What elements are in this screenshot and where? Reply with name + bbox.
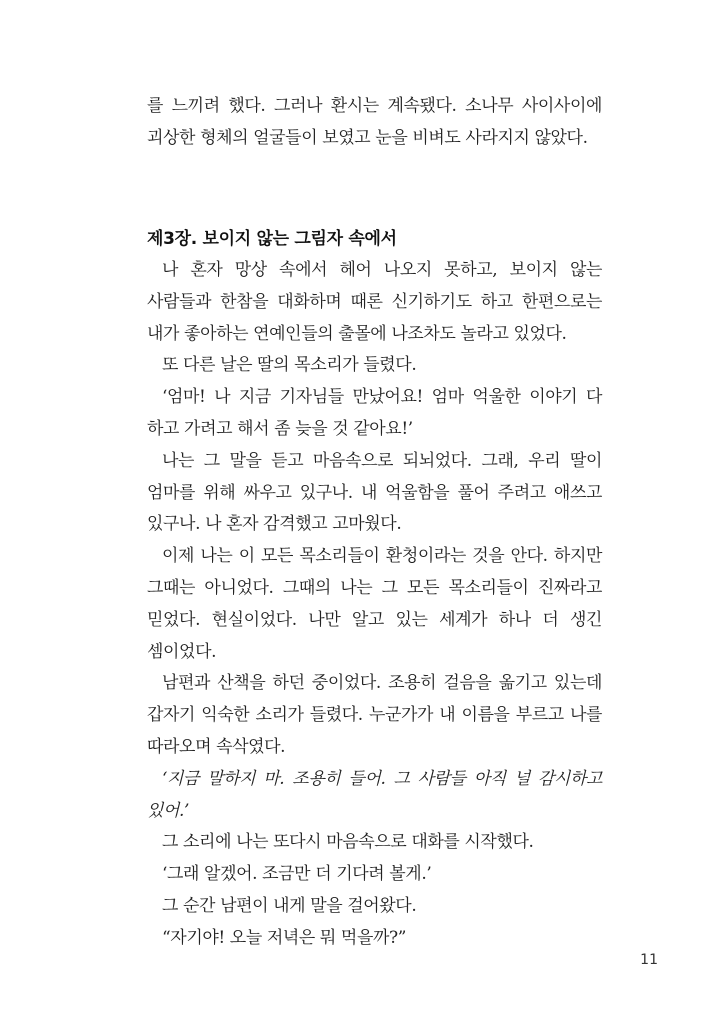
body-paragraph: 그 소리에 나는 또다시 마음속으로 대화를 시작했다. — [162, 832, 534, 853]
body-paragraph: 그 순간 남편이 내게 말을 걸어왔다. — [162, 895, 417, 916]
whisper-paragraph: ‘지금 말하지 마. 조용히 들어. 그 사람들 아직 널 감시하고 있어.’ — [147, 768, 602, 821]
top-paragraph-block — [147, 91, 602, 155]
dialogue-paragraph: “자기야! 오늘 저녁은 뭐 먹을까?” — [162, 927, 407, 948]
body-paragraph: 또 다른 날은 딸의 목소리가 들렸다. — [162, 355, 417, 376]
body-paragraph: 나는 그 말을 듣고 마음속으로 되뇌었다. 그래, 우리 딸이 엄마를 위해 싸우고 있구나. 내 억울함을 풀어 주려고 애쓰고 있구나. 나 혼자 감격했고 고마웠다. — [147, 450, 602, 535]
page-number: 11 — [640, 952, 658, 968]
top-paragraph: 를 느끼려 했다. 그러나 환시는 계속됐다. 소나무 사이사이에 괴상한 형체의 얼굴들이 보였고 눈을 비벼도 사라지지 않았다. — [147, 96, 602, 148]
dialogue-paragraph: ‘엄마! 나 지금 기자님들 만났어요! 엄마 억울한 이야기 다 하고 가려고 해서 좀 늦을 것 같아요!’ — [147, 387, 602, 439]
chapter-body — [147, 255, 602, 955]
body-paragraph: 나 혼자 망상 속에서 헤어 나오지 못하고, 보이지 않는 사람들과 한참을 대화하며 때론 신기하기도 하고 한편으로는 내가 좋아하는 연예인들의 출몰에 나조차도 놀라고 있었다. — [147, 260, 602, 344]
body-paragraph: 이제 나는 이 모든 목소리들이 환청이라는 것을 안다. 하지만 그때는 아니었다. 그때의 나는 그 모든 목소리들이 진짜라고 믿었다. 현실이었다. 나만 알고 있는 세계가 하나 더 생긴 셈이었다. — [147, 546, 602, 662]
chapter-title: 제3장. 보이지 않는 그림자 속에서 — [147, 229, 397, 249]
body-paragraph: 남편과 산책을 하던 중이었다. 조용히 걸음을 옮기고 있는데 갑자기 익숙한 소리가 들렸다. 누군가가 내 이름을 부르고 나를 따라오며 속삭였다. — [147, 673, 602, 757]
dialogue-paragraph: ‘그래 알겠어. 조금만 더 기다려 볼게.’ — [162, 864, 432, 885]
